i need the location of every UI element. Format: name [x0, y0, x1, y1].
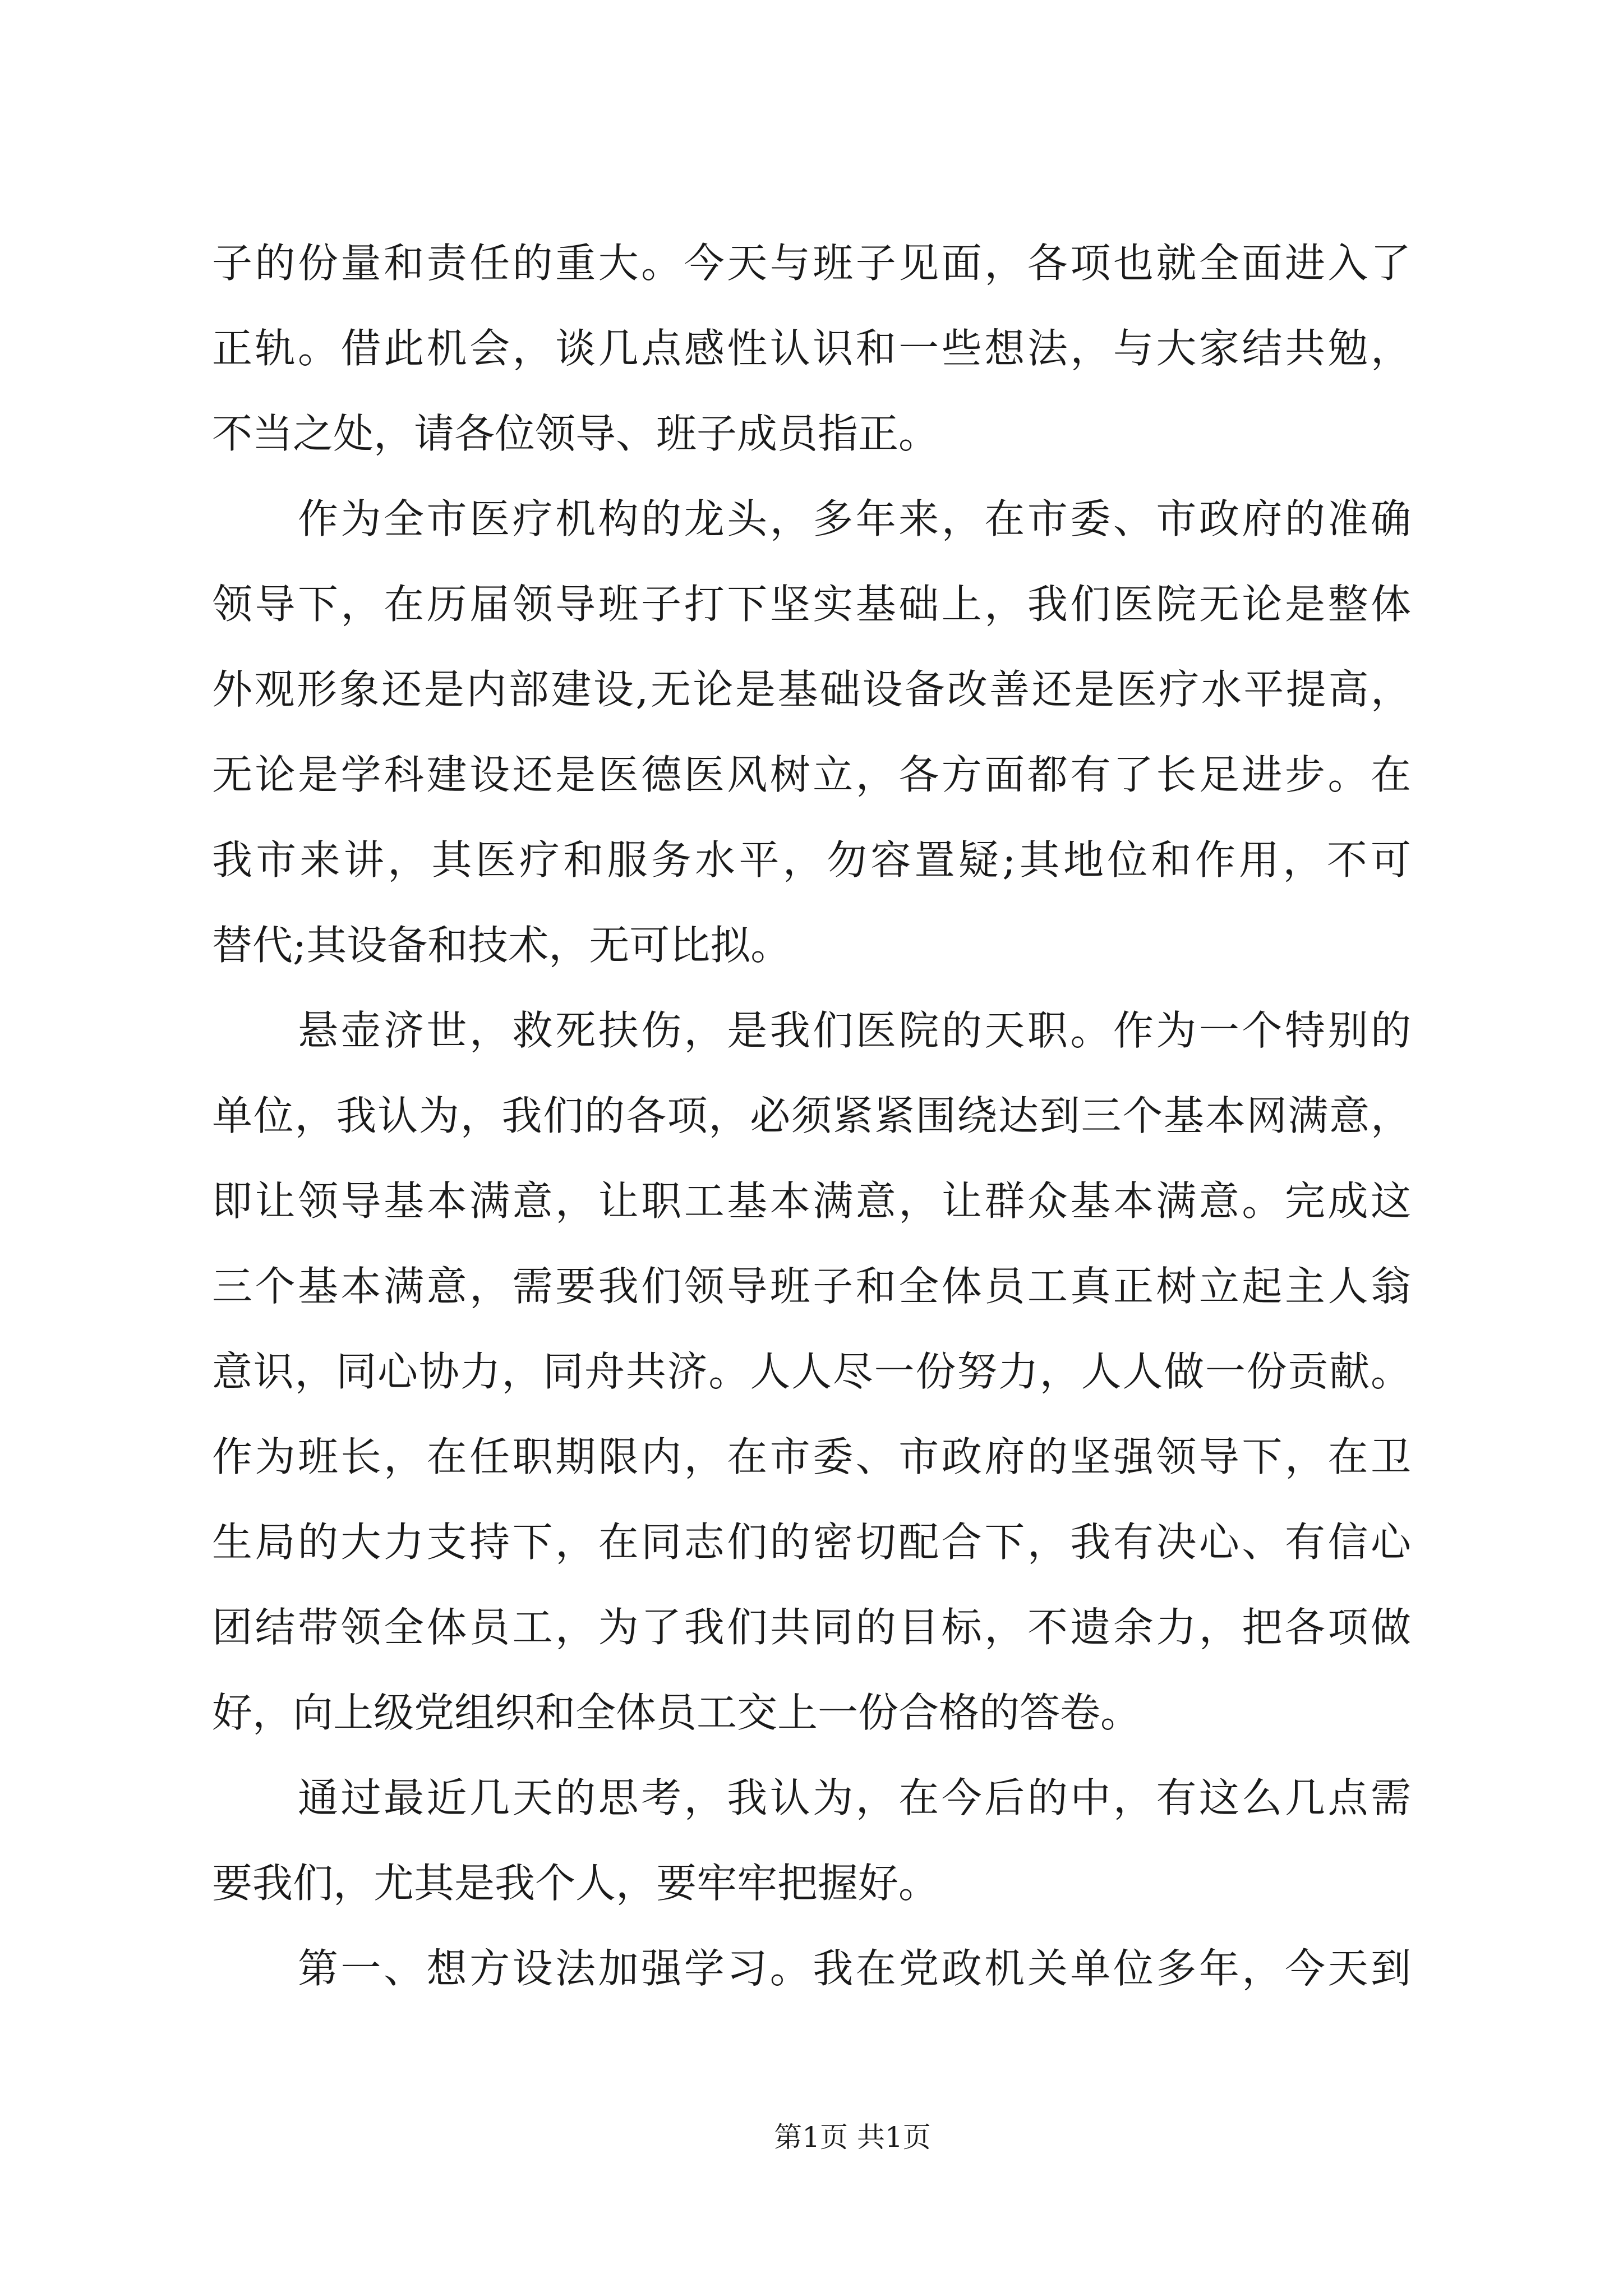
paragraph-mission	[212, 988, 1411, 1755]
text-line: 无论是学科建设还是医德医风树立，各方面都有了长足进步。在	[212, 751, 1411, 798]
page-number-footer: 第1页 共1页	[774, 2121, 931, 2154]
text-line: 作为全市医疗机构的龙头，多年来，在市委、市政府的准确	[298, 495, 1411, 542]
paragraph-point-one	[212, 1926, 1411, 2011]
text-line: 作为班长，在任职期限内，在市委、市政府的坚强领导下，在卫	[212, 1433, 1411, 1480]
text-line: 要我们，尤其是我个人，要牢牢把握好。	[212, 1860, 939, 1907]
text-line: 替代;其设备和技术，无可比拟。	[212, 922, 791, 969]
text-line: 通过最近几天的思考，我认为，在今后的中，有这么几点需	[298, 1774, 1411, 1821]
text-line: 我市来讲，其医疗和服务水平，勿容置疑;其地位和作用，不可	[212, 836, 1411, 884]
text-line: 子的份量和责任的重大。今天与班子见面，各项也就全面进入了	[212, 240, 1411, 287]
paragraph-continuation	[212, 220, 1411, 476]
document-body	[212, 220, 1411, 2011]
text-line: 外观形象还是内部建设,无论是基础设备改善还是医疗水平提高，	[212, 666, 1411, 713]
text-line: 团结带领全体员工，为了我们共同的目标，不遗余力，把各项做	[212, 1604, 1411, 1651]
text-line: 意识，同心协力，同舟共济。人人尽一份努力，人人做一份贡献。	[212, 1348, 1411, 1395]
text-line: 好，向上级党组织和全体员工交上一份合格的答卷。	[212, 1689, 1141, 1736]
text-line: 三个基本满意，需要我们领导班子和全体员工真正树立起主人翁	[212, 1263, 1411, 1310]
paragraph-reflection	[212, 1755, 1411, 1926]
text-line: 正轨。借此机会，谈几点感性认识和一些想法，与大家结共勉，	[212, 325, 1411, 372]
paragraph-hospital-overview	[212, 476, 1411, 988]
text-line: 即让领导基本满意，让职工基本满意，让群众基本满意。完成这	[212, 1177, 1411, 1225]
text-line: 生局的大力支持下，在同志们的密切配合下，我有决心、有信心	[212, 1519, 1411, 1566]
text-line: 第一、想方设法加强学习。我在党政机关单位多年，今天到	[298, 1945, 1411, 1992]
text-line: 不当之处，请各位领导、班子成员指正。	[212, 410, 939, 457]
text-line: 领导下，在历届领导班子打下坚实基础上，我们医院无论是整体	[212, 581, 1411, 628]
text-line: 单位，我认为，我们的各项，必须紧紧围绕达到三个基本网满意，	[212, 1092, 1411, 1139]
text-line: 悬壶济世，救死扶伤，是我们医院的天职。作为一个特别的	[298, 1007, 1411, 1054]
